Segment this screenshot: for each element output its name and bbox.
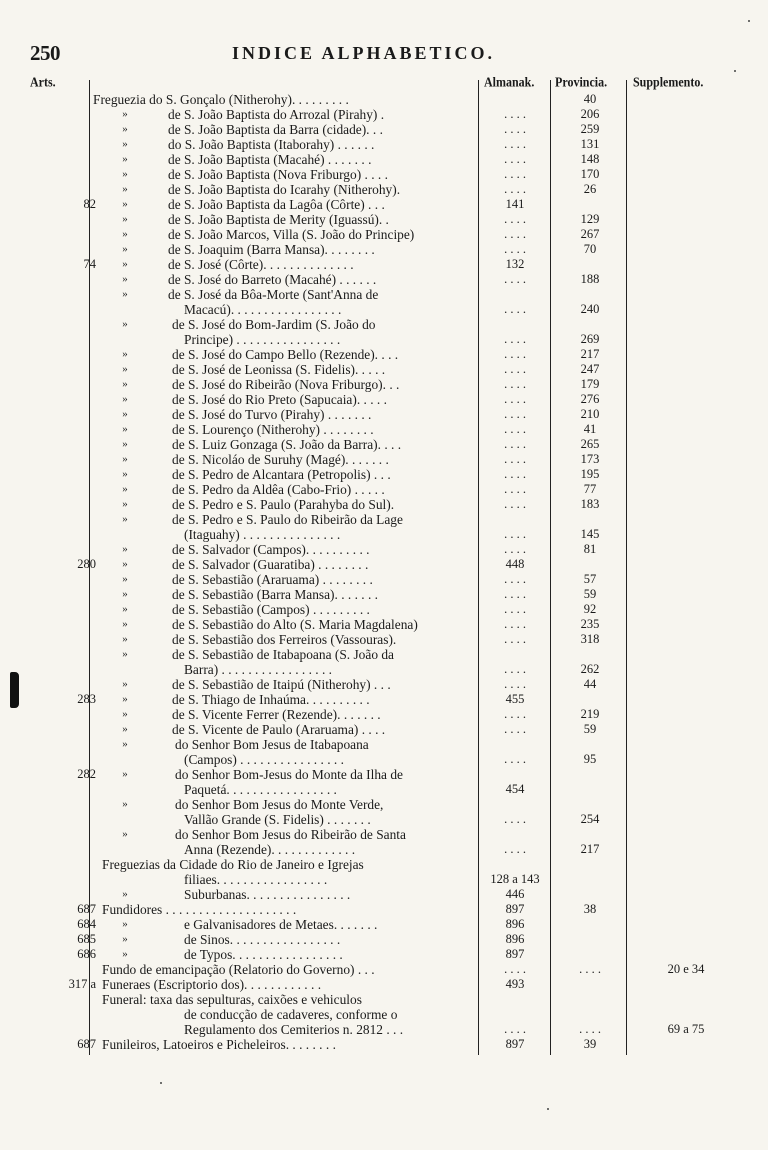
ditto-mark: » bbox=[122, 588, 128, 600]
index-row bbox=[0, 107, 768, 122]
entry-text: de S. Lourenço (Nitherohy) . . . . . . . . bbox=[172, 422, 374, 437]
entry-text: Fundidores . . . . . . . . . . . . . . . . . . . . bbox=[102, 902, 297, 917]
page-title: INDICE ALPHABETICO. bbox=[232, 43, 496, 63]
entry-text: Anna (Rezende). . . . . . . . . . . . . bbox=[184, 842, 356, 857]
index-row bbox=[0, 992, 768, 1007]
ditto-mark: » bbox=[122, 948, 128, 960]
index-row bbox=[0, 407, 768, 422]
index-row bbox=[0, 452, 768, 467]
entry-text: Freguezias da Cidade do Rio de Janeiro e Igrejas bbox=[102, 857, 364, 872]
index-row bbox=[0, 872, 768, 887]
ditto-mark: » bbox=[122, 513, 128, 525]
index-row bbox=[0, 92, 768, 107]
page-number: 250 bbox=[30, 41, 60, 65]
entry-text: e Galvanisadores de Metaes. . . . . . . bbox=[184, 917, 378, 932]
ditto-mark: » bbox=[122, 918, 128, 930]
almanak-page: . . . . bbox=[504, 1022, 526, 1036]
ditto-mark: » bbox=[122, 738, 128, 750]
ditto-mark: » bbox=[122, 708, 128, 720]
almanak-page: . . . . bbox=[504, 437, 526, 451]
ditto-mark: » bbox=[122, 138, 128, 150]
entry-text: Paquetá. . . . . . . . . . . . . . . . . bbox=[184, 782, 337, 797]
provincia-page: 254 bbox=[580, 812, 600, 826]
index-row bbox=[0, 572, 768, 587]
ditto-mark: » bbox=[122, 273, 128, 285]
index-row bbox=[0, 632, 768, 647]
provincia-page: 40 bbox=[583, 92, 597, 106]
entry-text: do Senhor Bom Jesus de Itabapoana bbox=[175, 737, 369, 752]
ditto-mark: » bbox=[122, 363, 128, 375]
index-row bbox=[0, 272, 768, 287]
entry-text: do Senhor Bom Jesus do Monte Verde, bbox=[175, 797, 384, 812]
almanak-page: 446 bbox=[505, 887, 525, 901]
almanak-page: 141 bbox=[505, 197, 525, 211]
index-row bbox=[0, 752, 768, 767]
almanak-page: . . . . bbox=[504, 752, 526, 766]
ditto-mark: » bbox=[122, 213, 128, 225]
index-row bbox=[0, 722, 768, 737]
index-row bbox=[0, 422, 768, 437]
index-row bbox=[0, 1007, 768, 1022]
entry-text: de S. João Baptista de Merity (Iguassú). . bbox=[168, 212, 389, 227]
entry-text: de S. Sebastião (Araruama) . . . . . . . . bbox=[172, 572, 373, 587]
index-row bbox=[0, 677, 768, 692]
ditto-mark: » bbox=[122, 573, 128, 585]
index-row bbox=[0, 797, 768, 812]
ditto-mark: » bbox=[122, 408, 128, 420]
entry-text: de S. João Baptista da Barra (cidade). . . bbox=[168, 122, 383, 137]
column-header-supplemento: Supplemento. bbox=[633, 74, 704, 90]
entry-text: Funileiros, Latoeiros e Picheleiros. . . . . . . . bbox=[102, 1037, 336, 1052]
index-row bbox=[0, 962, 768, 977]
entry-text: de S. José do Rio Preto (Sapucaia). . . . . bbox=[172, 392, 387, 407]
paper-speck bbox=[547, 1108, 549, 1110]
ditto-mark: » bbox=[122, 318, 128, 330]
provincia-page: 77 bbox=[583, 482, 597, 496]
index-row bbox=[0, 617, 768, 632]
entry-text: de S. Luiz Gonzaga (S. João da Barra). . . . bbox=[172, 437, 402, 452]
ditto-mark: » bbox=[122, 678, 128, 690]
index-row bbox=[0, 302, 768, 317]
entry-text: de S. Pedro e S. Paulo do Ribeirão da Lage bbox=[172, 512, 403, 527]
almanak-page: 897 bbox=[505, 902, 525, 916]
column-header-arts: Arts. bbox=[30, 74, 56, 90]
index-entries bbox=[0, 92, 768, 1052]
entry-text: de S. Sebastião (Barra Mansa). . . . . . . bbox=[172, 587, 379, 602]
entry-text: de S. Thiago de Inhaúma. . . . . . . . . . bbox=[172, 692, 370, 707]
ditto-mark: » bbox=[122, 603, 128, 615]
paper-speck bbox=[160, 1082, 162, 1084]
index-row bbox=[0, 707, 768, 722]
almanak-page: . . . . bbox=[504, 242, 526, 256]
index-row bbox=[0, 332, 768, 347]
index-row bbox=[0, 602, 768, 617]
ditto-mark: » bbox=[122, 378, 128, 390]
almanak-page: . . . . bbox=[504, 392, 526, 406]
index-row bbox=[0, 647, 768, 662]
entry-text: de S. Nicoláo de Suruhy (Magé). . . . . . . bbox=[172, 452, 389, 467]
entry-text: de S. José de Leonissa (S. Fidelis). . . . . bbox=[172, 362, 386, 377]
ditto-mark: » bbox=[122, 618, 128, 630]
almanak-page: . . . . bbox=[504, 812, 526, 826]
index-row bbox=[0, 182, 768, 197]
almanak-page: 896 bbox=[505, 932, 525, 946]
provincia-page: 95 bbox=[583, 752, 597, 766]
almanak-page: . . . . bbox=[504, 527, 526, 541]
almanak-page: . . . . bbox=[504, 542, 526, 556]
almanak-page: . . . . bbox=[504, 842, 526, 856]
entry-text: de S. Sebastião de Itaipú (Nitherohy) . . . bbox=[172, 677, 391, 692]
article-number: 684 bbox=[77, 917, 96, 931]
entry-text: de S. Salvador (Campos). . . . . . . . . . bbox=[172, 542, 370, 557]
entry-text: do S. João Baptista (Itaborahy) . . . . . . bbox=[168, 137, 375, 152]
index-row bbox=[0, 1022, 768, 1037]
index-row bbox=[0, 197, 768, 212]
provincia-page: 145 bbox=[580, 527, 600, 541]
provincia-page: 70 bbox=[583, 242, 597, 256]
provincia-page: . . . . bbox=[579, 962, 601, 976]
almanak-page: 448 bbox=[505, 557, 525, 571]
ditto-mark: » bbox=[122, 558, 128, 570]
entry-text: Barra) . . . . . . . . . . . . . . . . . bbox=[184, 662, 333, 677]
index-row bbox=[0, 227, 768, 242]
ditto-mark: » bbox=[122, 498, 128, 510]
entry-text: de S. José (Côrte). . . . . . . . . . . . . . bbox=[168, 257, 354, 272]
index-row bbox=[0, 167, 768, 182]
almanak-page: 455 bbox=[505, 692, 525, 706]
ditto-mark: » bbox=[122, 183, 128, 195]
article-number: 280 bbox=[77, 557, 96, 571]
index-row bbox=[0, 437, 768, 452]
ditto-mark: » bbox=[122, 453, 128, 465]
entry-text: do Senhor Bom-Jesus do Monte da Ilha de bbox=[175, 767, 403, 782]
almanak-page: . . . . bbox=[504, 707, 526, 721]
provincia-page: 131 bbox=[580, 137, 600, 151]
entry-text: (Itaguahy) . . . . . . . . . . . . . . . bbox=[184, 527, 341, 542]
index-row bbox=[0, 527, 768, 542]
index-row bbox=[0, 542, 768, 557]
almanak-page: . . . . bbox=[504, 137, 526, 151]
entry-text: de S. Vicente de Paulo (Araruama) . . . . bbox=[172, 722, 386, 737]
almanak-page: . . . . bbox=[504, 962, 526, 976]
index-row bbox=[0, 467, 768, 482]
index-row bbox=[0, 947, 768, 962]
index-row bbox=[0, 482, 768, 497]
entry-text: de S. João Baptista (Macahé) . . . . . . . bbox=[168, 152, 372, 167]
ditto-mark: » bbox=[122, 228, 128, 240]
index-row bbox=[0, 512, 768, 527]
entry-text: do Senhor Bom Jesus do Ribeirão de Santa bbox=[175, 827, 406, 842]
entry-text: Funeraes (Escriptorio dos). . . . . . . . . . . . bbox=[102, 977, 322, 992]
index-row bbox=[0, 662, 768, 677]
entry-text: (Campos) . . . . . . . . . . . . . . . . bbox=[184, 752, 344, 767]
provincia-page: 269 bbox=[580, 332, 600, 346]
entry-text: de S. Pedro de Alcantara (Petropolis) . . . bbox=[172, 467, 391, 482]
almanak-page: . . . . bbox=[504, 632, 526, 646]
paper-speck bbox=[748, 20, 750, 22]
ditto-mark: » bbox=[122, 348, 128, 360]
ditto-mark: » bbox=[122, 198, 128, 210]
ditto-mark: » bbox=[122, 153, 128, 165]
index-row bbox=[0, 977, 768, 992]
entry-text: de Sinos. . . . . . . . . . . . . . . . . bbox=[184, 932, 341, 947]
index-row bbox=[0, 782, 768, 797]
provincia-page: 206 bbox=[580, 107, 600, 121]
almanak-page: 493 bbox=[505, 977, 525, 991]
almanak-page: 897 bbox=[505, 1037, 525, 1051]
article-number: 282 bbox=[77, 767, 96, 781]
provincia-page: 148 bbox=[580, 152, 600, 166]
almanak-page: . . . . bbox=[504, 662, 526, 676]
index-row bbox=[0, 242, 768, 257]
entry-text: de Typos. . . . . . . . . . . . . . . . . bbox=[184, 947, 343, 962]
almanak-page: 897 bbox=[505, 947, 525, 961]
entry-text: de S. José da Bôa-Morte (Sant'Anna de bbox=[168, 287, 379, 302]
ditto-mark: » bbox=[122, 798, 128, 810]
entry-text: de S. Salvador (Guaratiba) . . . . . . . . bbox=[172, 557, 369, 572]
entry-text: Regulamento dos Cemiterios n. 2812 . . . bbox=[184, 1022, 404, 1037]
index-row bbox=[0, 287, 768, 302]
almanak-page: . . . . bbox=[504, 572, 526, 586]
index-row bbox=[0, 737, 768, 752]
index-row bbox=[0, 557, 768, 572]
column-header-almanak: Almanak. bbox=[484, 74, 535, 90]
almanak-page: . . . . bbox=[504, 212, 526, 226]
ditto-mark: » bbox=[122, 393, 128, 405]
provincia-page: . . . . bbox=[579, 1022, 601, 1036]
column-header-provincia: Provincia. bbox=[555, 74, 608, 90]
entry-text: Macacú). . . . . . . . . . . . . . . . . bbox=[184, 302, 342, 317]
article-number: 283 bbox=[77, 692, 96, 706]
provincia-page: 183 bbox=[580, 497, 600, 511]
index-row bbox=[0, 857, 768, 872]
provincia-page: 318 bbox=[580, 632, 600, 646]
entry-text: de S. Sebastião dos Ferreiros (Vassouras). bbox=[172, 632, 397, 647]
entry-text: de S. João Baptista (Nova Friburgo) . . . . bbox=[168, 167, 388, 182]
paper-speck bbox=[734, 70, 736, 72]
entry-text: Fundo de emancipação (Relatorio do Governo) . . . bbox=[102, 962, 375, 977]
ditto-mark: » bbox=[122, 543, 128, 555]
entry-text: de S. Sebastião do Alto (S. Maria Magdalena) bbox=[172, 617, 418, 632]
almanak-page: . . . . bbox=[504, 722, 526, 736]
provincia-page: 44 bbox=[583, 677, 597, 691]
entry-text: Principe) . . . . . . . . . . . . . . . . bbox=[184, 332, 341, 347]
index-row bbox=[0, 122, 768, 137]
index-row bbox=[0, 692, 768, 707]
ditto-mark: » bbox=[122, 933, 128, 945]
ditto-mark: » bbox=[122, 828, 128, 840]
entry-text: de S. José do Campo Bello (Rezende). . . . bbox=[172, 347, 399, 362]
ditto-mark: » bbox=[122, 648, 128, 660]
provincia-page: 188 bbox=[580, 272, 600, 286]
almanak-page: . . . . bbox=[504, 122, 526, 136]
article-number: 74 bbox=[83, 257, 96, 271]
provincia-page: 39 bbox=[583, 1037, 597, 1051]
index-row bbox=[0, 317, 768, 332]
entry-text: de conducção de cadaveres, conforme o bbox=[184, 1007, 398, 1022]
index-row bbox=[0, 902, 768, 917]
almanak-page: . . . . bbox=[504, 422, 526, 436]
ditto-mark: » bbox=[122, 168, 128, 180]
ditto-mark: » bbox=[122, 768, 128, 780]
supplemento-page: 20 e 34 bbox=[667, 962, 705, 976]
entry-text: de S. Vicente Ferrer (Rezende). . . . . . . bbox=[172, 707, 381, 722]
almanak-page: . . . . bbox=[504, 377, 526, 391]
ditto-mark: » bbox=[122, 468, 128, 480]
entry-text: Suburbanas. . . . . . . . . . . . . . . . bbox=[184, 887, 351, 902]
almanak-page: 128 a 143 bbox=[490, 872, 540, 886]
almanak-page: 454 bbox=[505, 782, 525, 796]
ditto-mark: » bbox=[122, 423, 128, 435]
entry-text: de S. Pedro e S. Paulo (Parahyba do Sul). bbox=[172, 497, 395, 512]
entry-text: de S. José do Barreto (Macahé) . . . . . . bbox=[168, 272, 377, 287]
index-row bbox=[0, 212, 768, 227]
index-row bbox=[0, 887, 768, 902]
index-row bbox=[0, 497, 768, 512]
provincia-page: 276 bbox=[580, 392, 600, 406]
provincia-page: 217 bbox=[580, 347, 600, 361]
index-row bbox=[0, 842, 768, 857]
provincia-page: 59 bbox=[583, 587, 597, 601]
index-row bbox=[0, 1037, 768, 1052]
provincia-page: 210 bbox=[580, 407, 600, 421]
almanak-page: 132 bbox=[505, 257, 525, 271]
article-number: 82 bbox=[83, 197, 96, 211]
entry-text: de S. João Marcos, Villa (S. João do Principe) bbox=[168, 227, 415, 242]
almanak-page: . . . . bbox=[504, 107, 526, 121]
article-number: 685 bbox=[77, 932, 96, 946]
entry-text: de S. Sebastião (Campos) . . . . . . . . . bbox=[172, 602, 370, 617]
ditto-mark: » bbox=[122, 633, 128, 645]
index-row bbox=[0, 917, 768, 932]
almanak-page: . . . . bbox=[504, 227, 526, 241]
almanak-page: . . . . bbox=[504, 677, 526, 691]
provincia-page: 59 bbox=[583, 722, 597, 736]
index-row bbox=[0, 812, 768, 827]
index-row bbox=[0, 767, 768, 782]
entry-text: de S. Sebastião de Itabapoana (S. João da bbox=[172, 647, 394, 662]
article-number: 687 bbox=[77, 902, 96, 916]
almanak-page: . . . . bbox=[504, 302, 526, 316]
provincia-page: 235 bbox=[580, 617, 600, 631]
provincia-page: 195 bbox=[580, 467, 600, 481]
provincia-page: 240 bbox=[580, 302, 600, 316]
ink-blot bbox=[10, 672, 19, 708]
entry-text: filiaes. . . . . . . . . . . . . . . . . bbox=[184, 872, 328, 887]
entry-text: de S. José do Ribeirão (Nova Friburgo). . . bbox=[172, 377, 400, 392]
provincia-page: 41 bbox=[583, 422, 597, 436]
entry-text: Funeral: taxa das sepulturas, caixões e vehiculos bbox=[102, 992, 362, 1007]
almanak-page: . . . . bbox=[504, 482, 526, 496]
provincia-page: 262 bbox=[580, 662, 600, 676]
almanak-page: 896 bbox=[505, 917, 525, 931]
entry-text: de S. João Baptista do Arrozal (Pirahy) . bbox=[168, 107, 385, 122]
index-row bbox=[0, 362, 768, 377]
almanak-page: . . . . bbox=[504, 347, 526, 361]
index-row bbox=[0, 392, 768, 407]
provincia-page: 217 bbox=[580, 842, 600, 856]
provincia-page: 247 bbox=[580, 362, 600, 376]
almanak-page: . . . . bbox=[504, 332, 526, 346]
index-row bbox=[0, 347, 768, 362]
almanak-page: . . . . bbox=[504, 467, 526, 481]
provincia-page: 219 bbox=[580, 707, 600, 721]
almanak-page: . . . . bbox=[504, 452, 526, 466]
index-row bbox=[0, 932, 768, 947]
ditto-mark: » bbox=[122, 438, 128, 450]
provincia-page: 170 bbox=[580, 167, 600, 181]
index-row bbox=[0, 152, 768, 167]
provincia-page: 179 bbox=[580, 377, 600, 391]
almanak-page: . . . . bbox=[504, 407, 526, 421]
provincia-page: 267 bbox=[580, 227, 600, 241]
article-number: 686 bbox=[77, 947, 96, 961]
almanak-page: . . . . bbox=[504, 587, 526, 601]
almanak-page: . . . . bbox=[504, 617, 526, 631]
ditto-mark: » bbox=[122, 288, 128, 300]
entry-text: de S. José do Bom-Jardim (S. João do bbox=[172, 317, 376, 332]
almanak-page: . . . . bbox=[504, 497, 526, 511]
ditto-mark: » bbox=[122, 483, 128, 495]
almanak-page: . . . . bbox=[504, 602, 526, 616]
index-row bbox=[0, 587, 768, 602]
entry-text: Vallão Grande (S. Fidelis) . . . . . . . bbox=[184, 812, 371, 827]
ditto-mark: » bbox=[122, 258, 128, 270]
provincia-page: 129 bbox=[580, 212, 600, 226]
provincia-page: 81 bbox=[583, 542, 597, 556]
provincia-page: 26 bbox=[583, 182, 597, 196]
provincia-page: 265 bbox=[580, 437, 600, 451]
supplemento-page: 69 a 75 bbox=[667, 1022, 705, 1036]
almanak-page: . . . . bbox=[504, 152, 526, 166]
entry-text: de S. Joaquim (Barra Mansa). . . . . . . . bbox=[168, 242, 375, 257]
ditto-mark: » bbox=[122, 243, 128, 255]
article-number: 687 bbox=[77, 1037, 96, 1051]
index-row bbox=[0, 257, 768, 272]
ditto-mark: » bbox=[122, 888, 128, 900]
almanak-page: . . . . bbox=[504, 182, 526, 196]
index-row bbox=[0, 827, 768, 842]
ditto-mark: » bbox=[122, 108, 128, 120]
almanak-page: . . . . bbox=[504, 167, 526, 181]
provincia-page: 38 bbox=[583, 902, 597, 916]
ditto-mark: » bbox=[122, 123, 128, 135]
entry-text: de S. João Baptista do Icarahy (Nitherohy). bbox=[168, 182, 401, 197]
provincia-page: 57 bbox=[583, 572, 597, 586]
article-number: 317 a bbox=[68, 977, 96, 991]
index-row bbox=[0, 377, 768, 392]
entry-text: de S. João Baptista da Lagôa (Côrte) . . . bbox=[168, 197, 385, 212]
almanak-page: . . . . bbox=[504, 272, 526, 286]
provincia-page: 92 bbox=[583, 602, 597, 616]
ditto-mark: » bbox=[122, 693, 128, 705]
ditto-mark: » bbox=[122, 723, 128, 735]
provincia-page: 173 bbox=[580, 452, 600, 466]
entry-text: de S. José do Turvo (Pirahy) . . . . . . . bbox=[172, 407, 372, 422]
almanak-page: . . . . bbox=[504, 362, 526, 376]
index-row bbox=[0, 137, 768, 152]
entry-text: de S. Pedro da Aldêa (Cabo-Frio) . . . . . bbox=[172, 482, 385, 497]
provincia-page: 259 bbox=[580, 122, 600, 136]
entry-text: Freguezia do S. Gonçalo (Nitherohy). . . . . . . . . bbox=[93, 92, 349, 107]
